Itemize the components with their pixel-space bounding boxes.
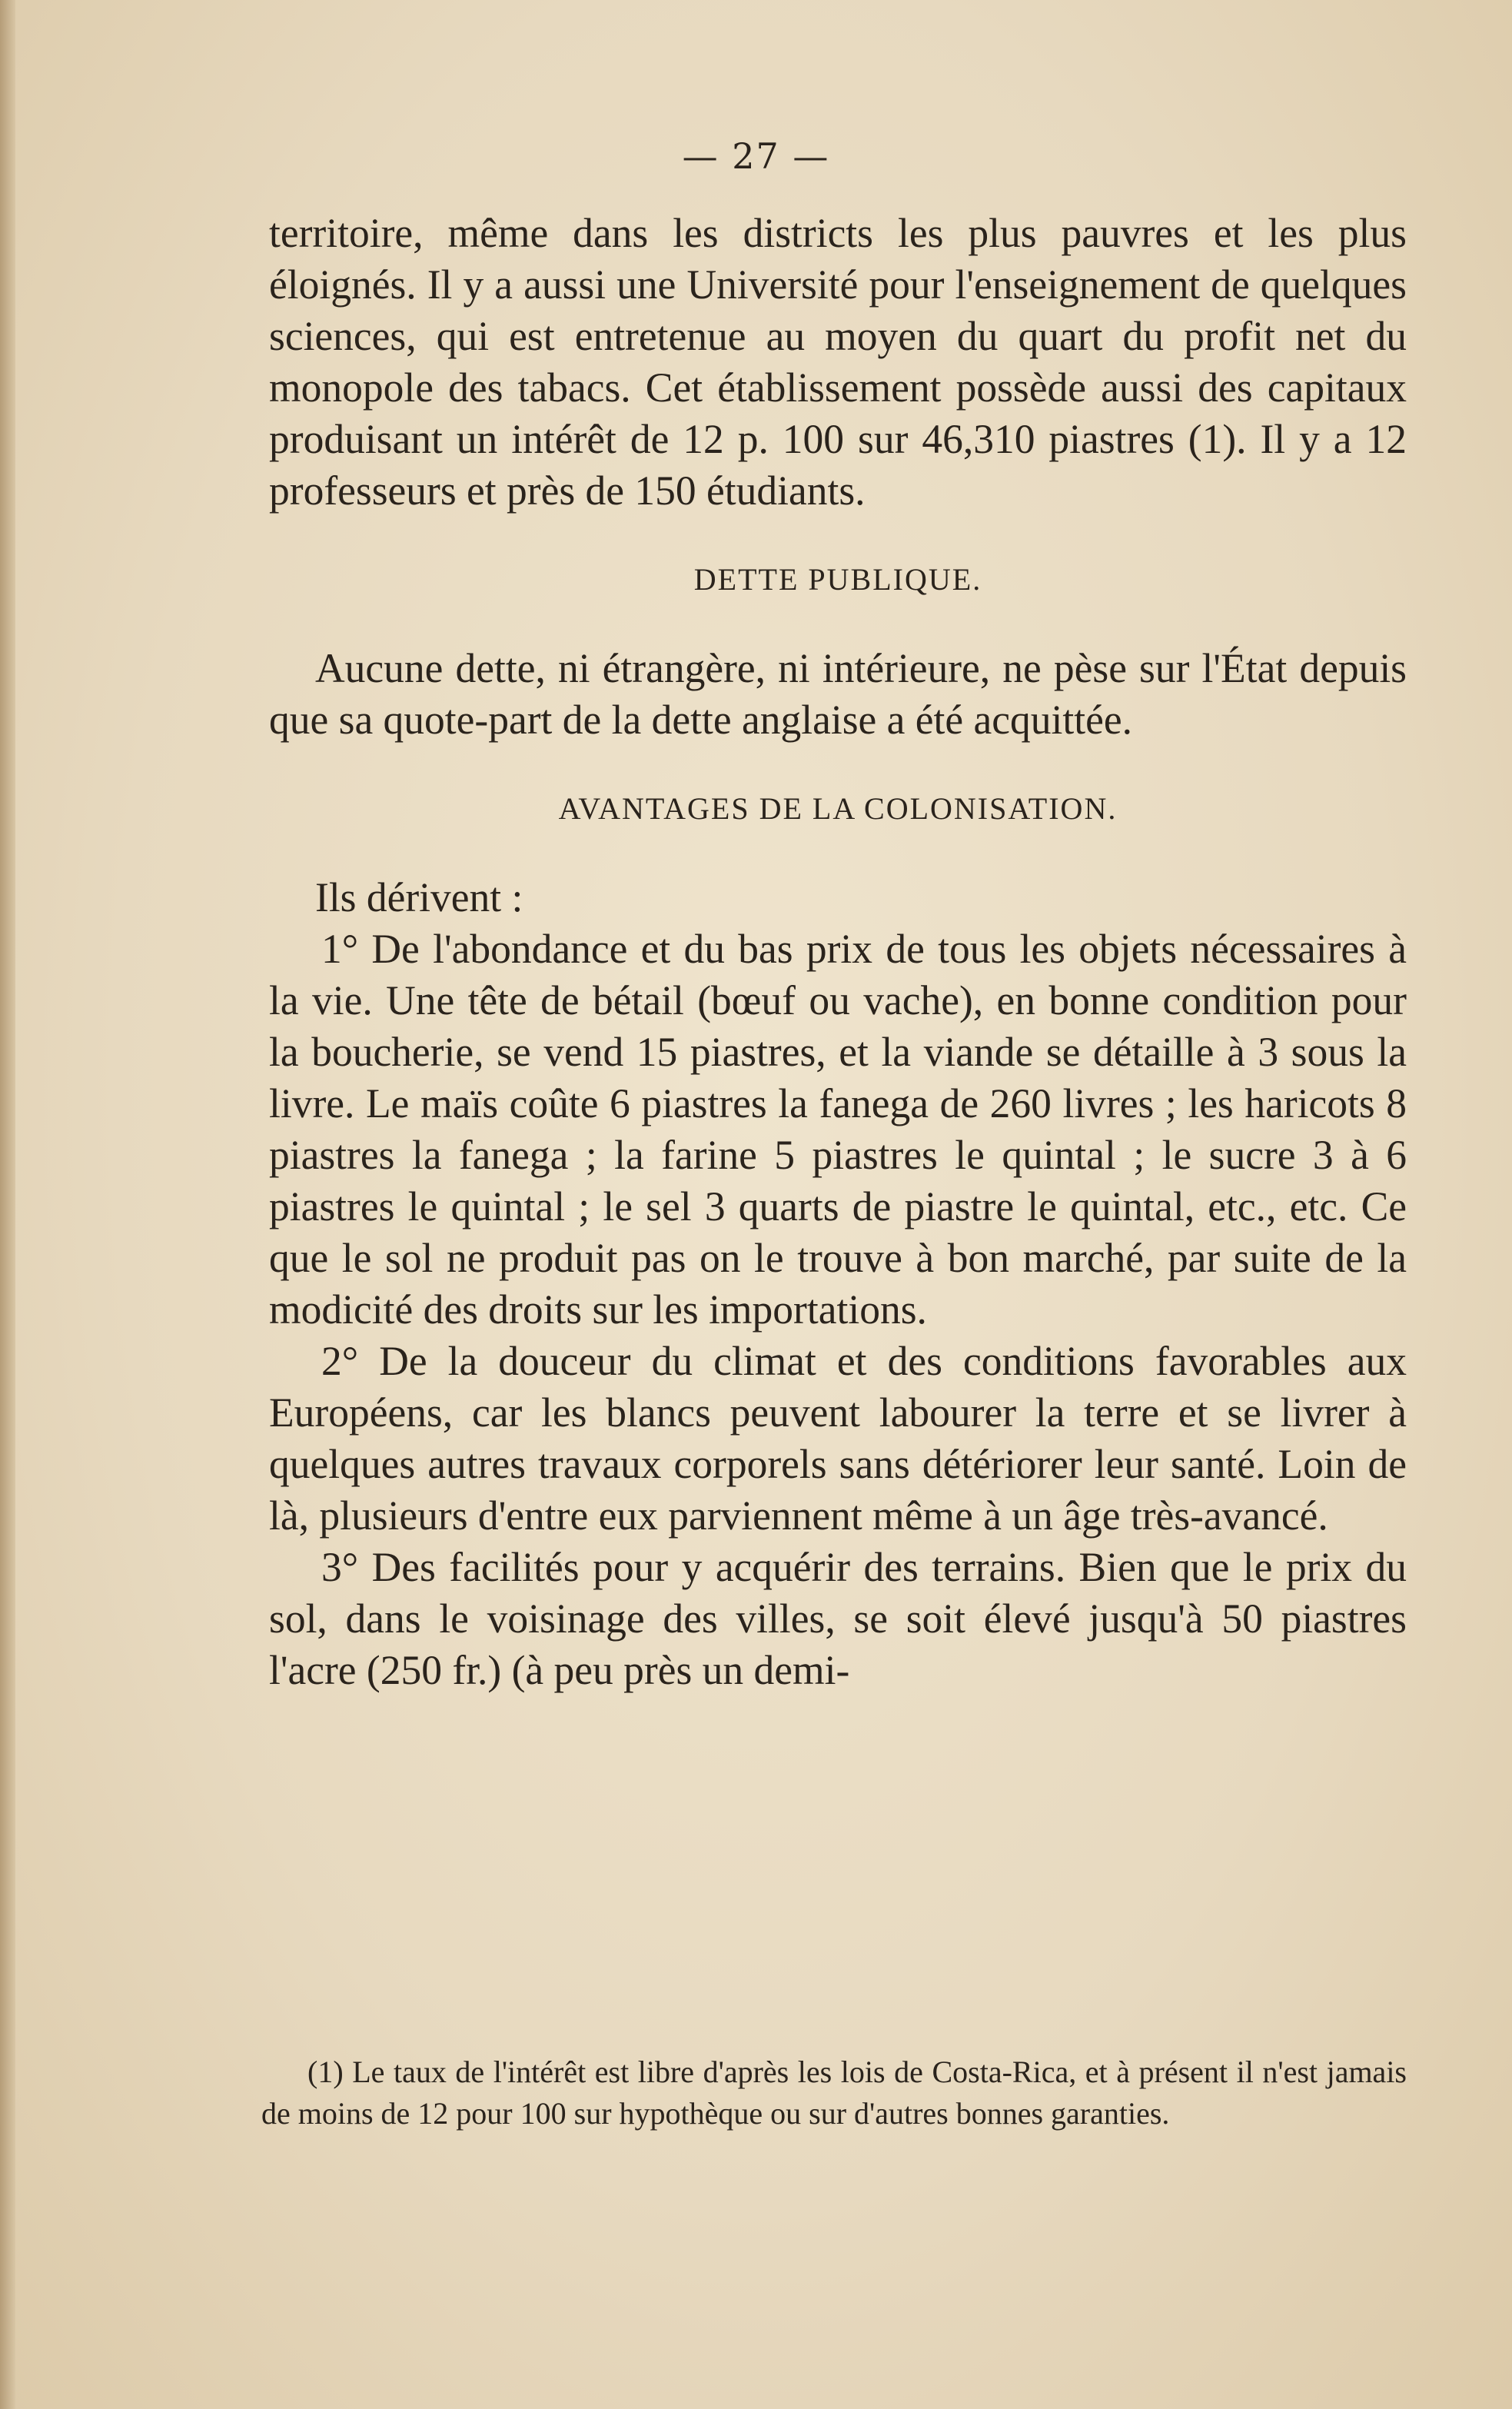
paragraph-continuation: territoire, même dans les districts les plus pauvres et les plus éloignés. Il y a aussi une Université pour l'enseignement de quelques sciences, qui est entretenue au moyen du quart du profit net du monopole des tabacs. Cet établissement possède aussi des capitaux produisant un intérêt de 12 p. 100 sur 46,310 piastres (1). Il y a 12 professeurs et près de 150 étudiants. — [269, 210, 1407, 514]
section-heading-avantages: AVANTAGES DE LA COLONISATION. — [558, 791, 1118, 826]
paragraph-point-2: 2° De la douceur du climat et des conditions favorables aux Européens, car les blancs peuvent labourer la terre et se livrer à quelques autres travaux corporels sans détériorer leur santé. Loin de là, plusieurs d'entre eux parviennent même à un âge très-avancé. — [269, 1338, 1407, 1539]
paragraph-point-1: 1° De l'abondance et du bas prix de tous les objets nécessaires à la vie. Une tête de bétail (bœuf ou vache), en bonne condition pour la boucherie, se vend 15 piastres, et la viande se détaille à 3 sous la livre. Le maïs coûte 6 piastres la fanega de 260 livres ; les haricots 8 piastres la fanega ; la farine 5 piastres le quintal ; le sucre 3 à 6 piastres le quintal ; le sel 3 quarts de piastre le quintal, etc., etc. Ce que le sol ne produit pas on le trouve à bon marché, par suite de la modicité des droits sur les importations. — [269, 926, 1407, 1333]
main-text — [269, 208, 1407, 1696]
paragraph-intro: Ils dérivent : — [315, 874, 523, 920]
footnote-block — [261, 2051, 1407, 2134]
section-heading-dette-publique: DETTE PUBLIQUE. — [693, 562, 982, 597]
footnote-1: (1) Le taux de l'intérêt est libre d'après les lois de Costa-Rica, et à présent il n'est jamais de moins de 12 pour 100 sur hypothèque ou sur d'autres bonnes garanties. — [261, 2055, 1407, 2131]
page-edge-shadow — [0, 0, 15, 2409]
paragraph-point-3: 3° Des facilités pour y acquérir des terrains. Bien que le prix du sol, dans le voisinage des villes, se soit élevé jusqu'à 50 piastres l'acre (250 fr.) (à peu près un demi- — [269, 1544, 1407, 1693]
page-number: — 27 — — [682, 135, 830, 177]
paragraph-dette: Aucune dette, ni étrangère, ni intérieure, ne pèse sur l'État depuis que sa quote-part de la dette anglaise a été acquittée. — [269, 645, 1407, 743]
